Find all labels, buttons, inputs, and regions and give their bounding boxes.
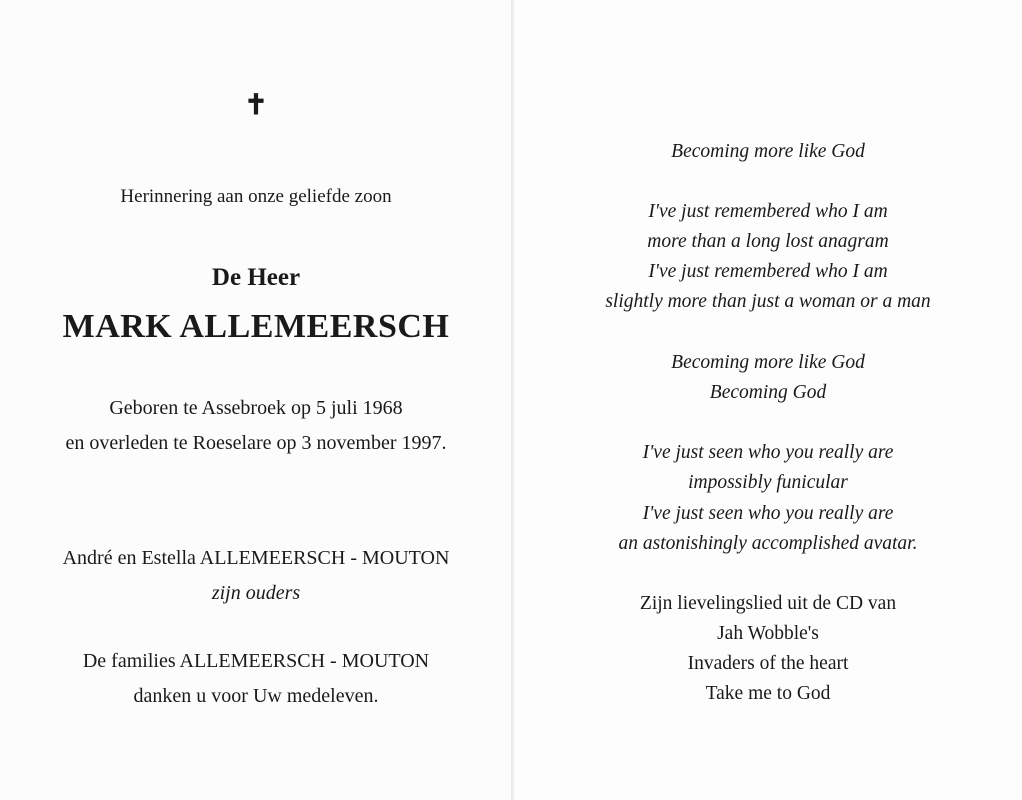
cross-icon: ✝ xyxy=(244,90,268,121)
poem-line: Becoming God xyxy=(709,382,827,403)
intro-text: Herinnering aan onze geliefde zoon xyxy=(120,186,392,207)
song-line: Invaders of the heart xyxy=(687,653,849,674)
right-panel xyxy=(514,0,1022,800)
honorific-title: De Heer xyxy=(211,264,301,291)
poem-line: I've just seen who you really are xyxy=(642,442,894,463)
deceased-name: MARK ALLEMEERSCH xyxy=(62,308,450,345)
poem-line: an astonishingly accomplished avatar. xyxy=(618,533,918,554)
song-line: Zijn lievelingslied uit de CD van xyxy=(639,593,897,614)
death-info: en overleden te Roeselare op 3 november 1997. xyxy=(65,432,447,454)
poem-line: impossibly funicular xyxy=(688,472,848,493)
poem-line: Becoming more like God xyxy=(671,352,865,373)
poem-line: slightly more than just a woman or a man xyxy=(605,291,931,312)
poem-line: I've just remembered who I am xyxy=(648,201,888,222)
song-line: Take me to God xyxy=(705,683,831,704)
parents-names: André en Estella ALLEMEERSCH - MOUTON xyxy=(62,547,450,569)
poem-line: I've just remembered who I am xyxy=(648,261,888,282)
parents-role: zijn ouders xyxy=(211,582,301,604)
thanks-text: danken u voor Uw medeleven. xyxy=(133,685,379,707)
birth-info: Geboren te Assebroek op 5 juli 1968 xyxy=(109,397,403,419)
poem-line: I've just seen who you really are xyxy=(642,503,894,524)
poem-line: Becoming more like God xyxy=(671,141,865,162)
song-line: Jah Wobble's xyxy=(717,623,819,644)
poem-line: more than a long lost anagram xyxy=(647,231,889,252)
families-names: De families ALLEMEERSCH - MOUTON xyxy=(82,650,430,672)
